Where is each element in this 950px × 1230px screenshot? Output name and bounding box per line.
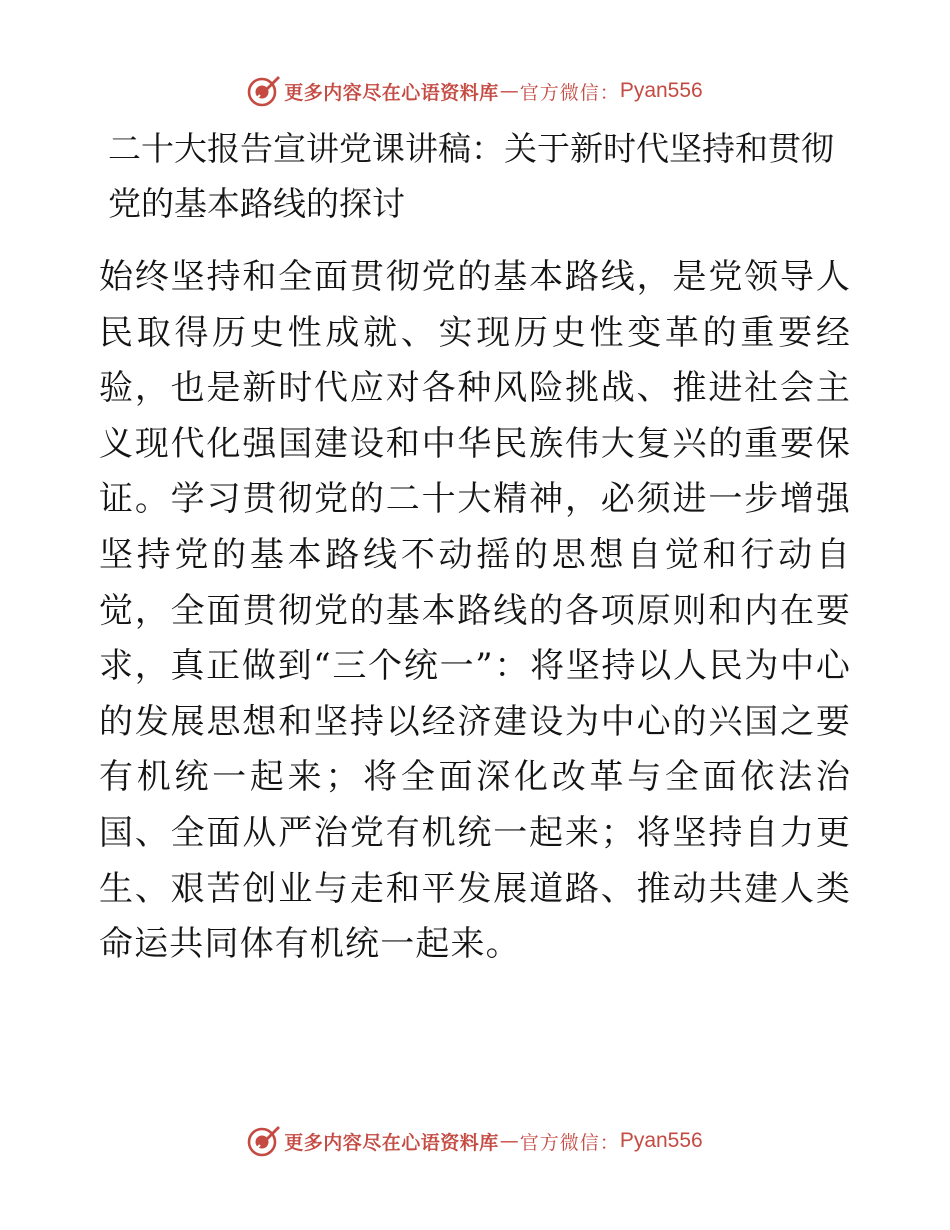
watermark-wechat-label: 官方微信： (519, 1131, 620, 1154)
pen-logo-icon (247, 1124, 281, 1158)
watermark-wechat-id: Pyan556 (619, 1129, 703, 1152)
document-title: 二十大报告宣讲党课讲稿：关于新时代坚持和贯彻党的基本路线的探讨 (108, 129, 834, 223)
watermark-wechat-label: 官方微信： (519, 81, 620, 104)
footer-watermark (0, 1121, 950, 1161)
header-watermark (0, 71, 950, 111)
pen-logo-icon (247, 74, 281, 108)
document-paragraph: 始终坚持和全面贯彻党的基本路线，是党领导人民取得历史性成就、实现历史性变革的重要经验，也是新时代应对各种风险挑战、推进社会主义现代化强国建设和中华民族伟大复兴的重要保证。学习贯彻党的二十大精神，必须进一步增强坚持党的基本路线不动摇的思想自觉和行动自觉，全面贯彻党的基本路线的各项原则和内在要求，真正做到“三个统一”：将坚持以人民为中心的发展思想和坚持以经济建设为中心的兴国之要有机统一起来；将全面深化改革与全面依法治国、全面从严治党有机统一起来；将坚持自力更生、艰苦创业与走和平发展道路、推动共建人类命运共同体有机统一起来。 (99, 257, 851, 965)
watermark-dash: — (499, 80, 519, 102)
watermark-site-text: 更多内容尽在心语资料库 (284, 1131, 499, 1154)
watermark-dash: — (499, 1130, 519, 1152)
watermark-site-text: 更多内容尽在心语资料库 (284, 81, 499, 104)
watermark-wechat-id: Pyan556 (619, 79, 703, 102)
